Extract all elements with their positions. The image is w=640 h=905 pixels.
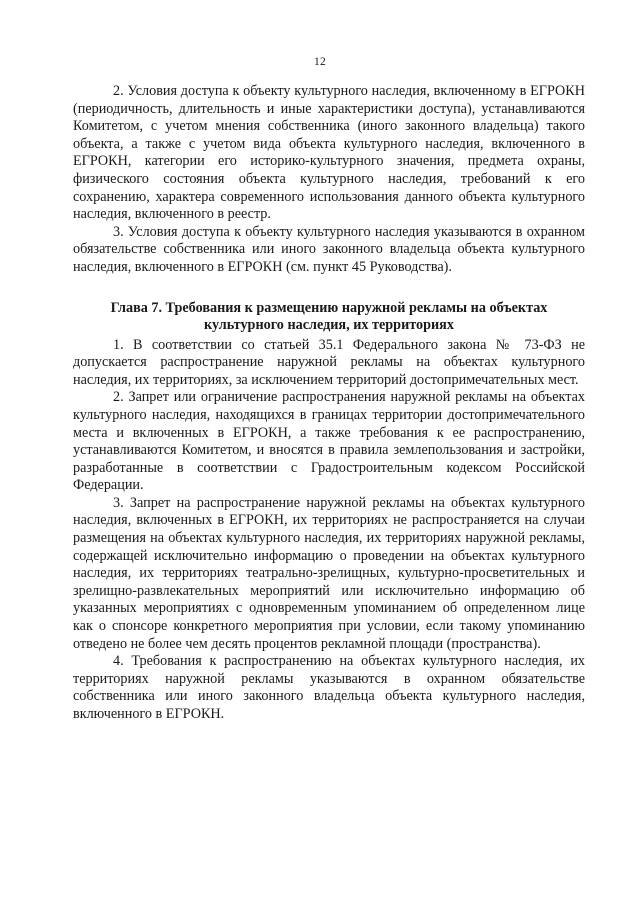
page-number: 12 <box>313 56 327 68</box>
chapter-heading-line-2: культурного наследия, их территориях <box>204 316 454 333</box>
paragraph-access-obligation: 3. Условия доступа к объекту культурного наследия указываются в охранном обязательстве собственника или иного законного владельца объекта культурного наследия, включенного в ЕГРОКН (см. пункт 45 Руководства). <box>73 223 585 275</box>
chapter-heading <box>73 300 585 334</box>
chapter-heading-line-1: Глава 7. Требования к размещению наружной рекламы на объектах <box>110 299 548 316</box>
paragraph-advertising-ban: 1. В соответствии со статьей 35.1 Федерального закона № 73-ФЗ не допускается распространение наружной рекламы на объектах культурного наследия, их территориях, за исключением территорий достопримечательных мест. <box>73 336 585 388</box>
paragraph-advertising-requirements: 4. Требования к распространению на объектах культурного наследия, их территориях наружной рекламы указываются в охранном обязательстве собственника или иного законного владельца объекта культурного наследия, включенного в ЕГРОКН. <box>73 653 585 722</box>
paragraph-advertising-restriction: 2. Запрет или ограничение распространения наружной рекламы на объектах культурного наследия, находящихся в границах территории достопримечательного места и включенных в ЕГРОКН, а также требования к ее распространению, устанавливаются Комитетом, и вносятся в правила землепользования и застройки, разработанные в соответствии с Градостроительным кодексом Российской Федерации. <box>73 389 585 494</box>
paragraph-advertising-exceptions: 3. Запрет на распространение наружной рекламы на объектах культурного наследия, включенных в ЕГРОКН, их территориях не распространяется на случаи размещения на объектах культурного наследия, их территориях наружной рекламы, содержащей исключительно информацию о проведении на объектах культурного наследия, их территориях театрально-зрелищных, культурно-просветительных и зрелищно-развлекательных мероприятий или исключительно информацию об указанных мероприятиях с одновременным упоминанием об определенном лице как о спонсоре конкретного мероприятия при условии, если такому упоминанию отведено не более чем десять процентов рекламной площади (пространства). <box>73 494 585 652</box>
document-body <box>73 83 585 724</box>
paragraph-access-conditions: 2. Условия доступа к объекту культурного наследия, включенному в ЕГРОКН (периодичность, длительность и иные характеристики доступа), устанавливаются Комитетом, с учетом мнения собственника (иного законного владельца) такого объекта, а также с учетом вида объекта культурного наследия, включенного в ЕГРОКН, категории его историко-культурного значения, предмета охраны, физического состояния объекта культурного наследия, требований к его сохранению, характера современного использования данного объекта культурного наследия, включенного в реестр. <box>73 83 585 223</box>
